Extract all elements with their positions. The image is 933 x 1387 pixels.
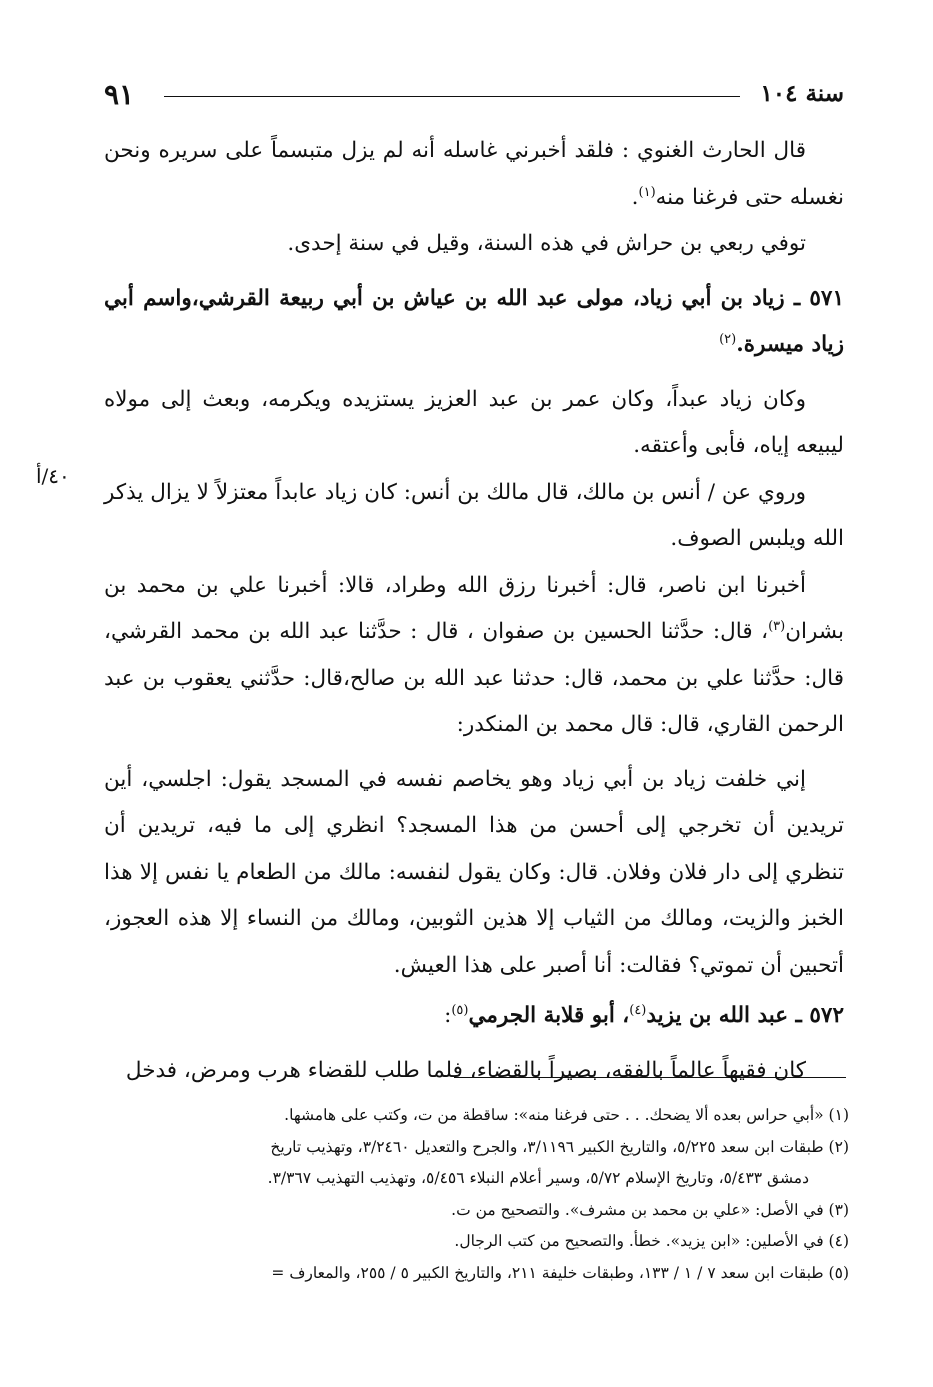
footnotes: [104, 1100, 849, 1289]
entry-572-colon: :: [444, 1003, 452, 1028]
footnote-2-continued: دمشق ٥/٤٣٣، وتاريخ الإسلام ٥/٧٢، وسير أعلام النبلاء ٥/٤٥٦، وتهذيب التهذيب ٣/٣٦٧.: [267, 1169, 809, 1187]
paragraph-7: كان فقيهاً عالماً بالفقه، بصيراً بالقضاء، فلما طلب للقضاء هرب ومرض، فدخل: [125, 1057, 806, 1083]
footnote-ref-4: (٤): [629, 1002, 647, 1018]
entry-571-text: ٥٧١ ـ زياد بن أبي زياد، مولى عبد الله بن عياش بن أبي ربيعة القرشي،واسم أبي زياد ميسرة.: [104, 285, 844, 357]
entry-572-name: ٥٧٢ ـ عبد الله بن يزيد: [646, 1003, 844, 1028]
footnote-3: (٣) في الأصل: «علي بن محمد بن مشرف». والتصحيح من ت.: [451, 1200, 849, 1219]
footnote-ref-2: (٢): [719, 331, 737, 347]
footnote-rule: [454, 1077, 846, 1078]
entry-572-heading: [104, 993, 844, 1040]
entry-572-kunya: ، أبو قلابة الجرمي: [468, 1003, 630, 1028]
footnote-ref-1: (١): [638, 184, 656, 200]
header-rule: [164, 96, 740, 97]
paragraph-6: إني خلفت زياد بن أبي زياد وهو يخاصم نفسه في المسجد يقول: اجلسي، أين تريدين أن تخرجي إلى أحسن من هذا المسجد؟ انظري إلى ما فيه، تريدين أن تنظري إلى دار فلان وفلان. قال: وكان يقول لنفسه: مالك من الطعام يا نفس إلا هذا الخبز والزيت، ومالك من الثياب إلا هذين الثوبين، ومالك من النساء إلا هذه العجوز، أتحبين أن تموتي؟ فقالت: أنا أصبر على هذا العيش.: [104, 766, 844, 978]
margin-folio-note: ٤٠/أ: [36, 464, 70, 488]
page-number: ٩١: [104, 78, 135, 111]
paragraph-2: توفي ربعي بن حراش في هذه السنة، وقيل في سنة إحدى.: [287, 231, 806, 256]
footnote-2: (٢) طبقات ابن سعد ٥/٢٢٥، والتاريخ الكبير ٣/١١٩٦، والجرح والتعديل ٣/٢٤٦٠، وتهذيب تاريخ: [270, 1137, 849, 1156]
paragraph-5a-text: أخبرنا ابن ناصر، قال: أخبرنا رزق الله وطراد، قالا: أخبرنا علي بن محمد بن بشران: [104, 572, 844, 644]
footnote-ref-3: (٣): [768, 618, 786, 634]
paragraph-3: وكان زياد عبداً، وكان عمر بن عبد العزيز يستزيده ويكرمه، وبعث إلى مولاه ليبيعه إياه، فأبى وأعتقه.: [104, 386, 844, 458]
entry-571-heading: [104, 276, 844, 369]
paragraph-5b-text: ، قال: حدَّثنا الحسين بن صفوان ، قال : حدَّثنا عبد الله بن محمد القرشي، قال: حدَّثنا علي بن محمد، قال: حدثنا عبد الله بن صالح،قال: حدَّثني يعقوب بن عبد الرحمن القاري، قال: قال محمد بن المنكدر:: [104, 619, 844, 737]
paragraph-5: [104, 563, 844, 749]
footnote-4: (٤) في الأصلين: «ابن يزيد». خطأ. والتصحيح من كتب الرجال.: [454, 1232, 849, 1250]
footnote-ref-5: (٥): [451, 1002, 469, 1018]
paragraph-4: وروي عن / أنس بن مالك، قال مالك بن أنس: كان زياد عابداً معتزلاً لا يزال يذكر الله ويلبس الصوف.: [104, 479, 844, 551]
paragraph-1: [104, 128, 844, 221]
footnote-5: (٥) طبقات ابن سعد ٧ / ١ / ١٣٣، وطبقات خليفة ٢١١، والتاريخ الكبير ٥ / ٢٥٥، والمعارف =: [271, 1263, 849, 1282]
paragraph-1-end: .: [631, 184, 639, 210]
page-header: [104, 78, 844, 118]
main-text: [104, 128, 844, 1094]
running-head: سنة ١٠٤: [760, 80, 844, 107]
footnote-1: (١) «أبي حراس بعده ألا يضحك. . . حتى فرغنا منه»: ساقطة من ت، وكتب على هامشها.: [284, 1106, 849, 1124]
paragraph-1-text: قال الحارث الغنوي : فلقد أخبرني غاسله أنه لم يزل متبسماً على سريره ونحن نغسله حتى فرغنا منه: [104, 138, 844, 210]
